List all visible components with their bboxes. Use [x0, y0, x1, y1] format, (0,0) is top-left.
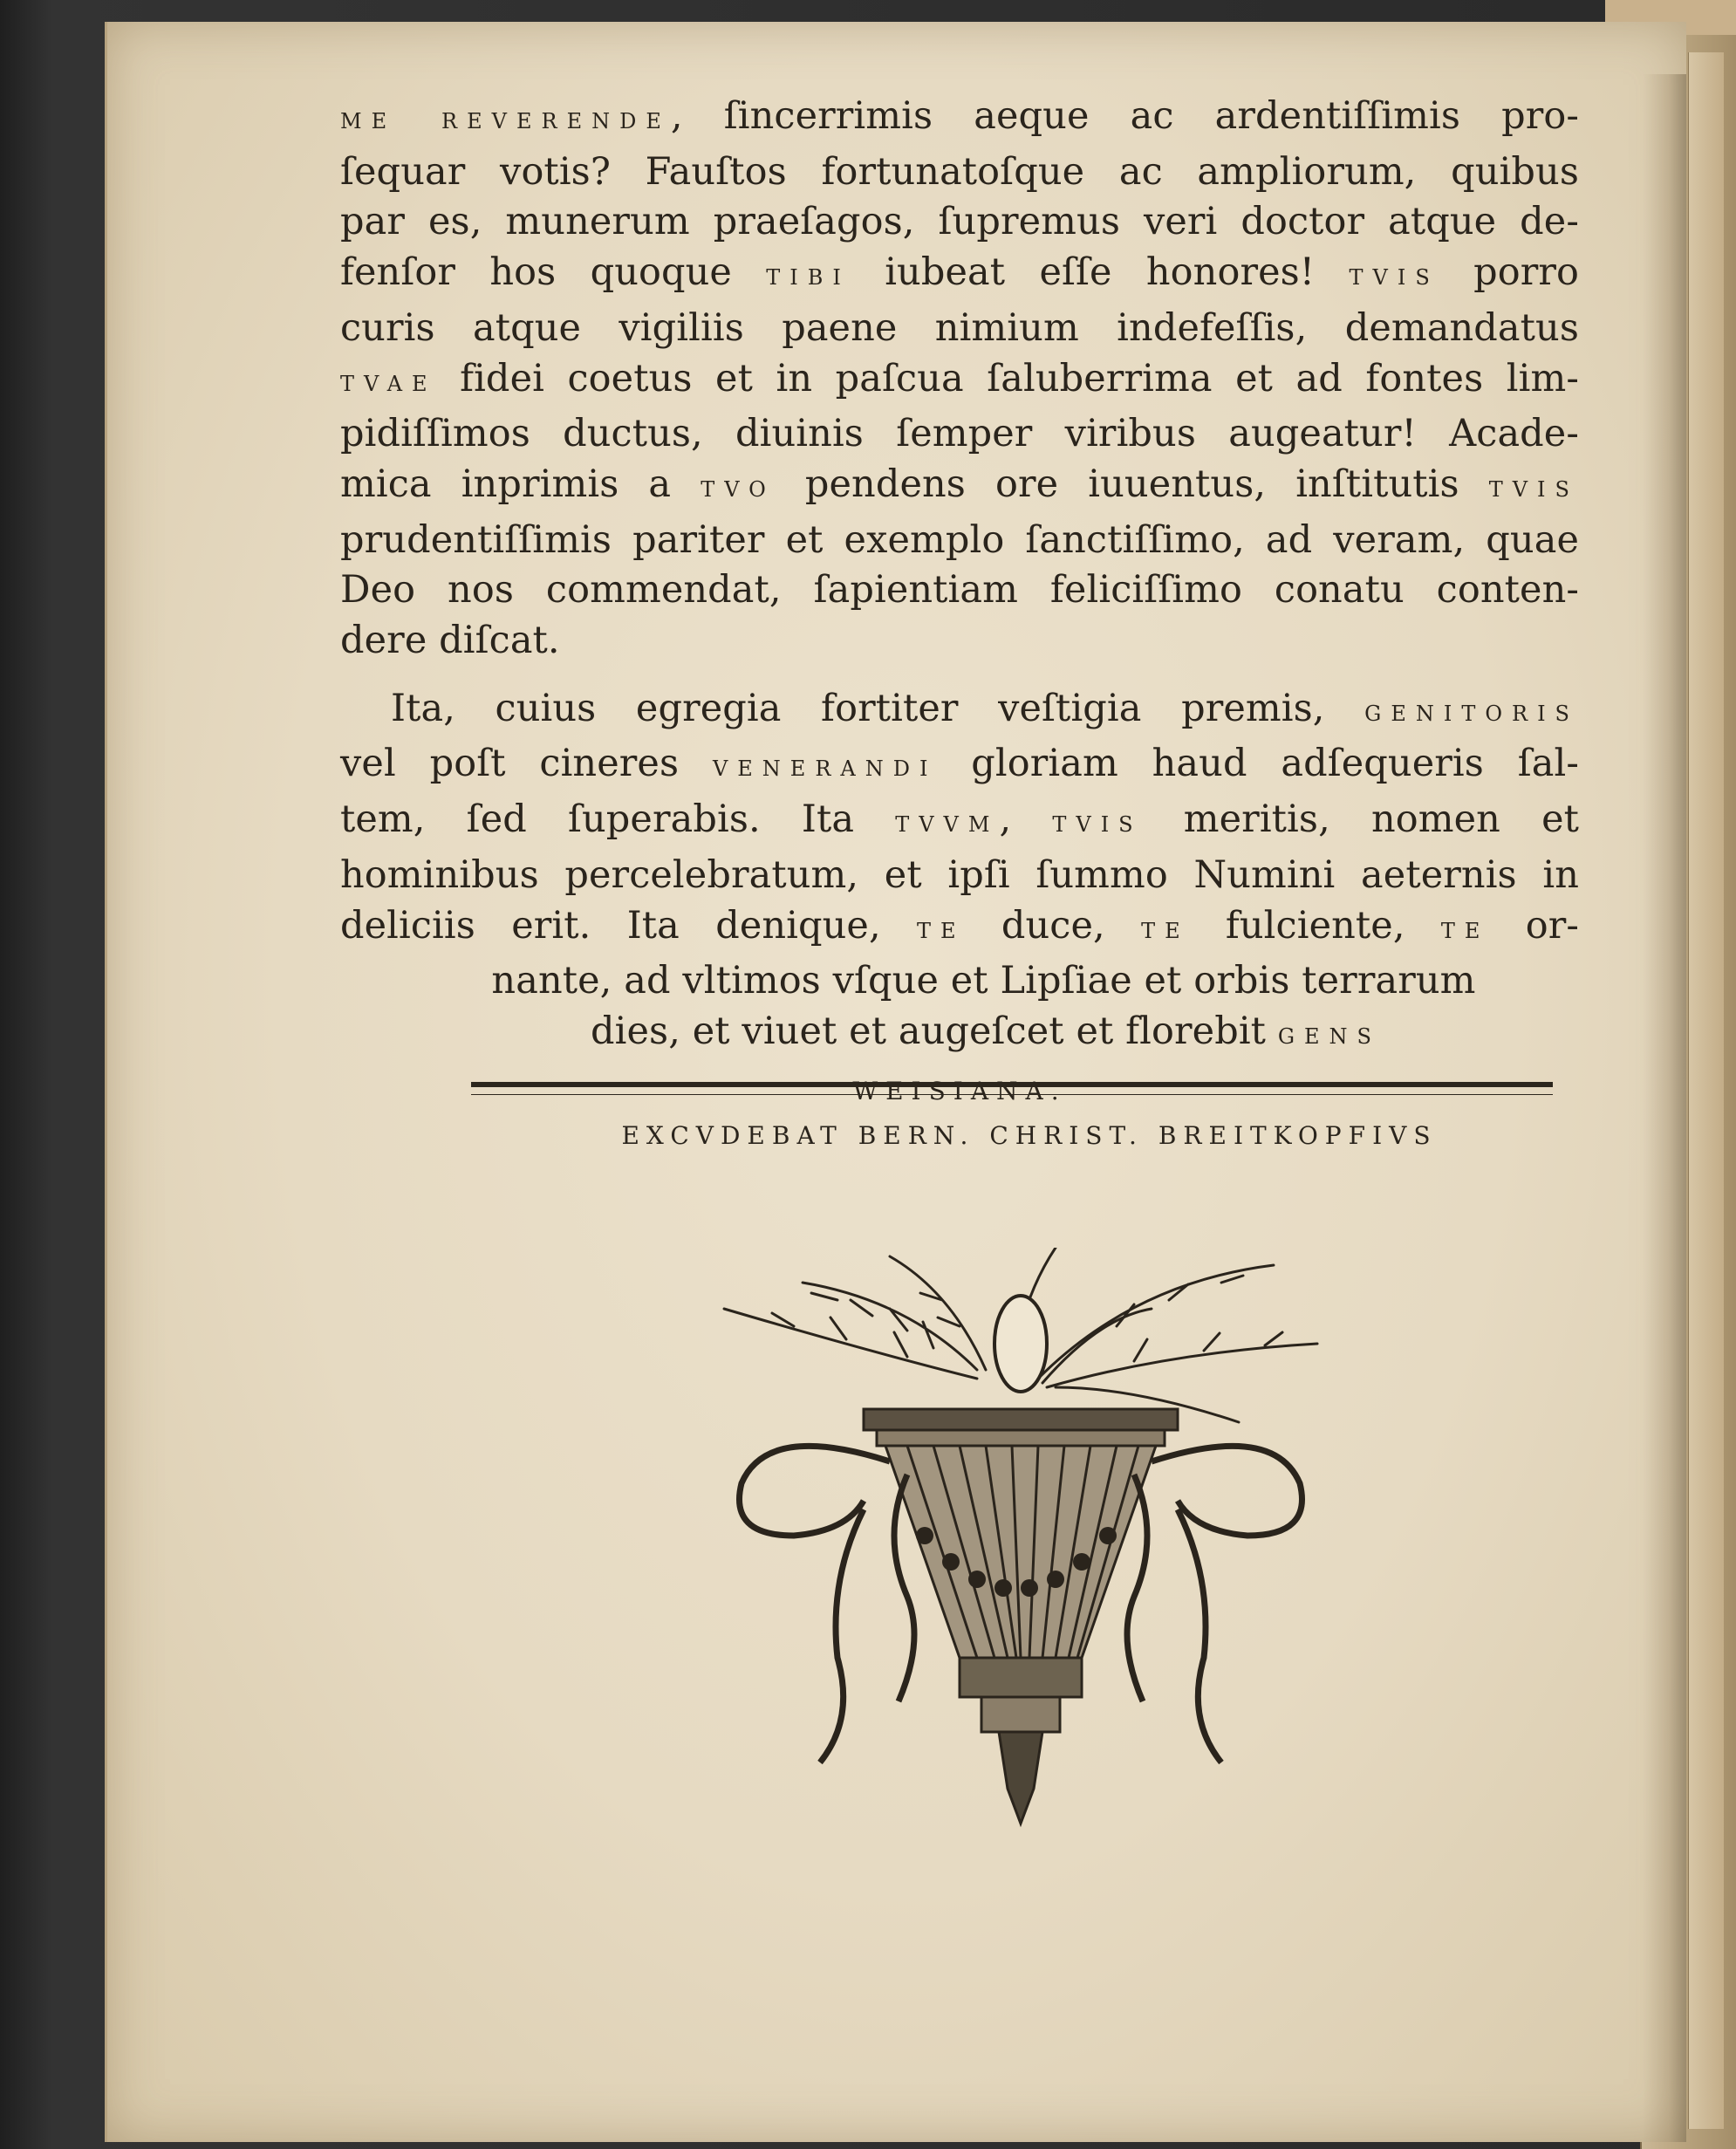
text-line-8: mica inprimis a TVO pendens ore iuuentus, inſtitutis TVIS	[340, 462, 1579, 506]
text-line-13: vel poſt cineres VENERANDI gloriam haud adſequeris ſal-	[340, 742, 1579, 786]
text-line-1: ME REVERENDE, ſincerrimis aeque ac ardentiſſimis pro-	[340, 94, 1580, 138]
text-line-14: tem, ſed ſuperabis. Ita TVVM, TVIS meritis, nomen et	[340, 797, 1579, 842]
adjacent-page-fold	[1688, 52, 1724, 2129]
text-line-17: nante, ad vltimos vſque et Lipſiae et orbis terrarum	[491, 959, 1476, 1003]
body-text	[340, 92, 1579, 1116]
text-line-3: par es, munerum praeſagos, ſupremus veri doctor atque de-	[340, 200, 1579, 244]
text-line-10: Deo nos commendat, ſapientiam feliciſſimo conatu conten-	[340, 568, 1579, 613]
woodcut-urn-ornament-icon	[646, 1248, 1387, 1841]
text-line-18: dies, et viuet et augeſcet et florebit GENS	[591, 1009, 1381, 1053]
text-line-4: fenſor hos quoque TIBI iubeat eſſe honores! TVIS porro	[340, 250, 1580, 295]
text-line-19: WEISIANA.	[852, 1076, 1067, 1105]
page-gutter-shadow	[1643, 74, 1686, 2142]
double-rule-divider	[471, 1082, 1553, 1095]
text-line-12: Ita, cuius egregia fortiter veſtigia premis, GENITORIS	[391, 686, 1579, 730]
text-line-7: pidiſſimos ductus, diuinis ſemper viribus augeatur! Acade-	[340, 412, 1579, 456]
text-line-16: deliciis erit. Ita denique, TE duce, TE fulciente, TE or-	[340, 903, 1579, 948]
text-line-9: prudentiſſimis pariter et exemplo ſanctiſſimo, ad veram, quae	[340, 517, 1579, 562]
text-line-6: TVAE fidei coetus et in paſcua ſaluberrima et ad fontes lim-	[340, 356, 1579, 400]
printer-imprint: EXCVDEBAT BERN. CHRIST. BREITKOPFIVS	[621, 1121, 1438, 1150]
text-line-11: dere diſcat.	[340, 619, 560, 663]
text-line-5: curis atque vigiliis paene nimium indefeſſis, demandatus	[340, 305, 1579, 350]
text-line-15: hominibus percelebratum, et ipſi ſummo Numini aeternis in	[340, 852, 1579, 897]
text-line-2: ſequar votis? Fauſtos fortunatoſque ac ampliorum, quibus	[340, 149, 1579, 194]
